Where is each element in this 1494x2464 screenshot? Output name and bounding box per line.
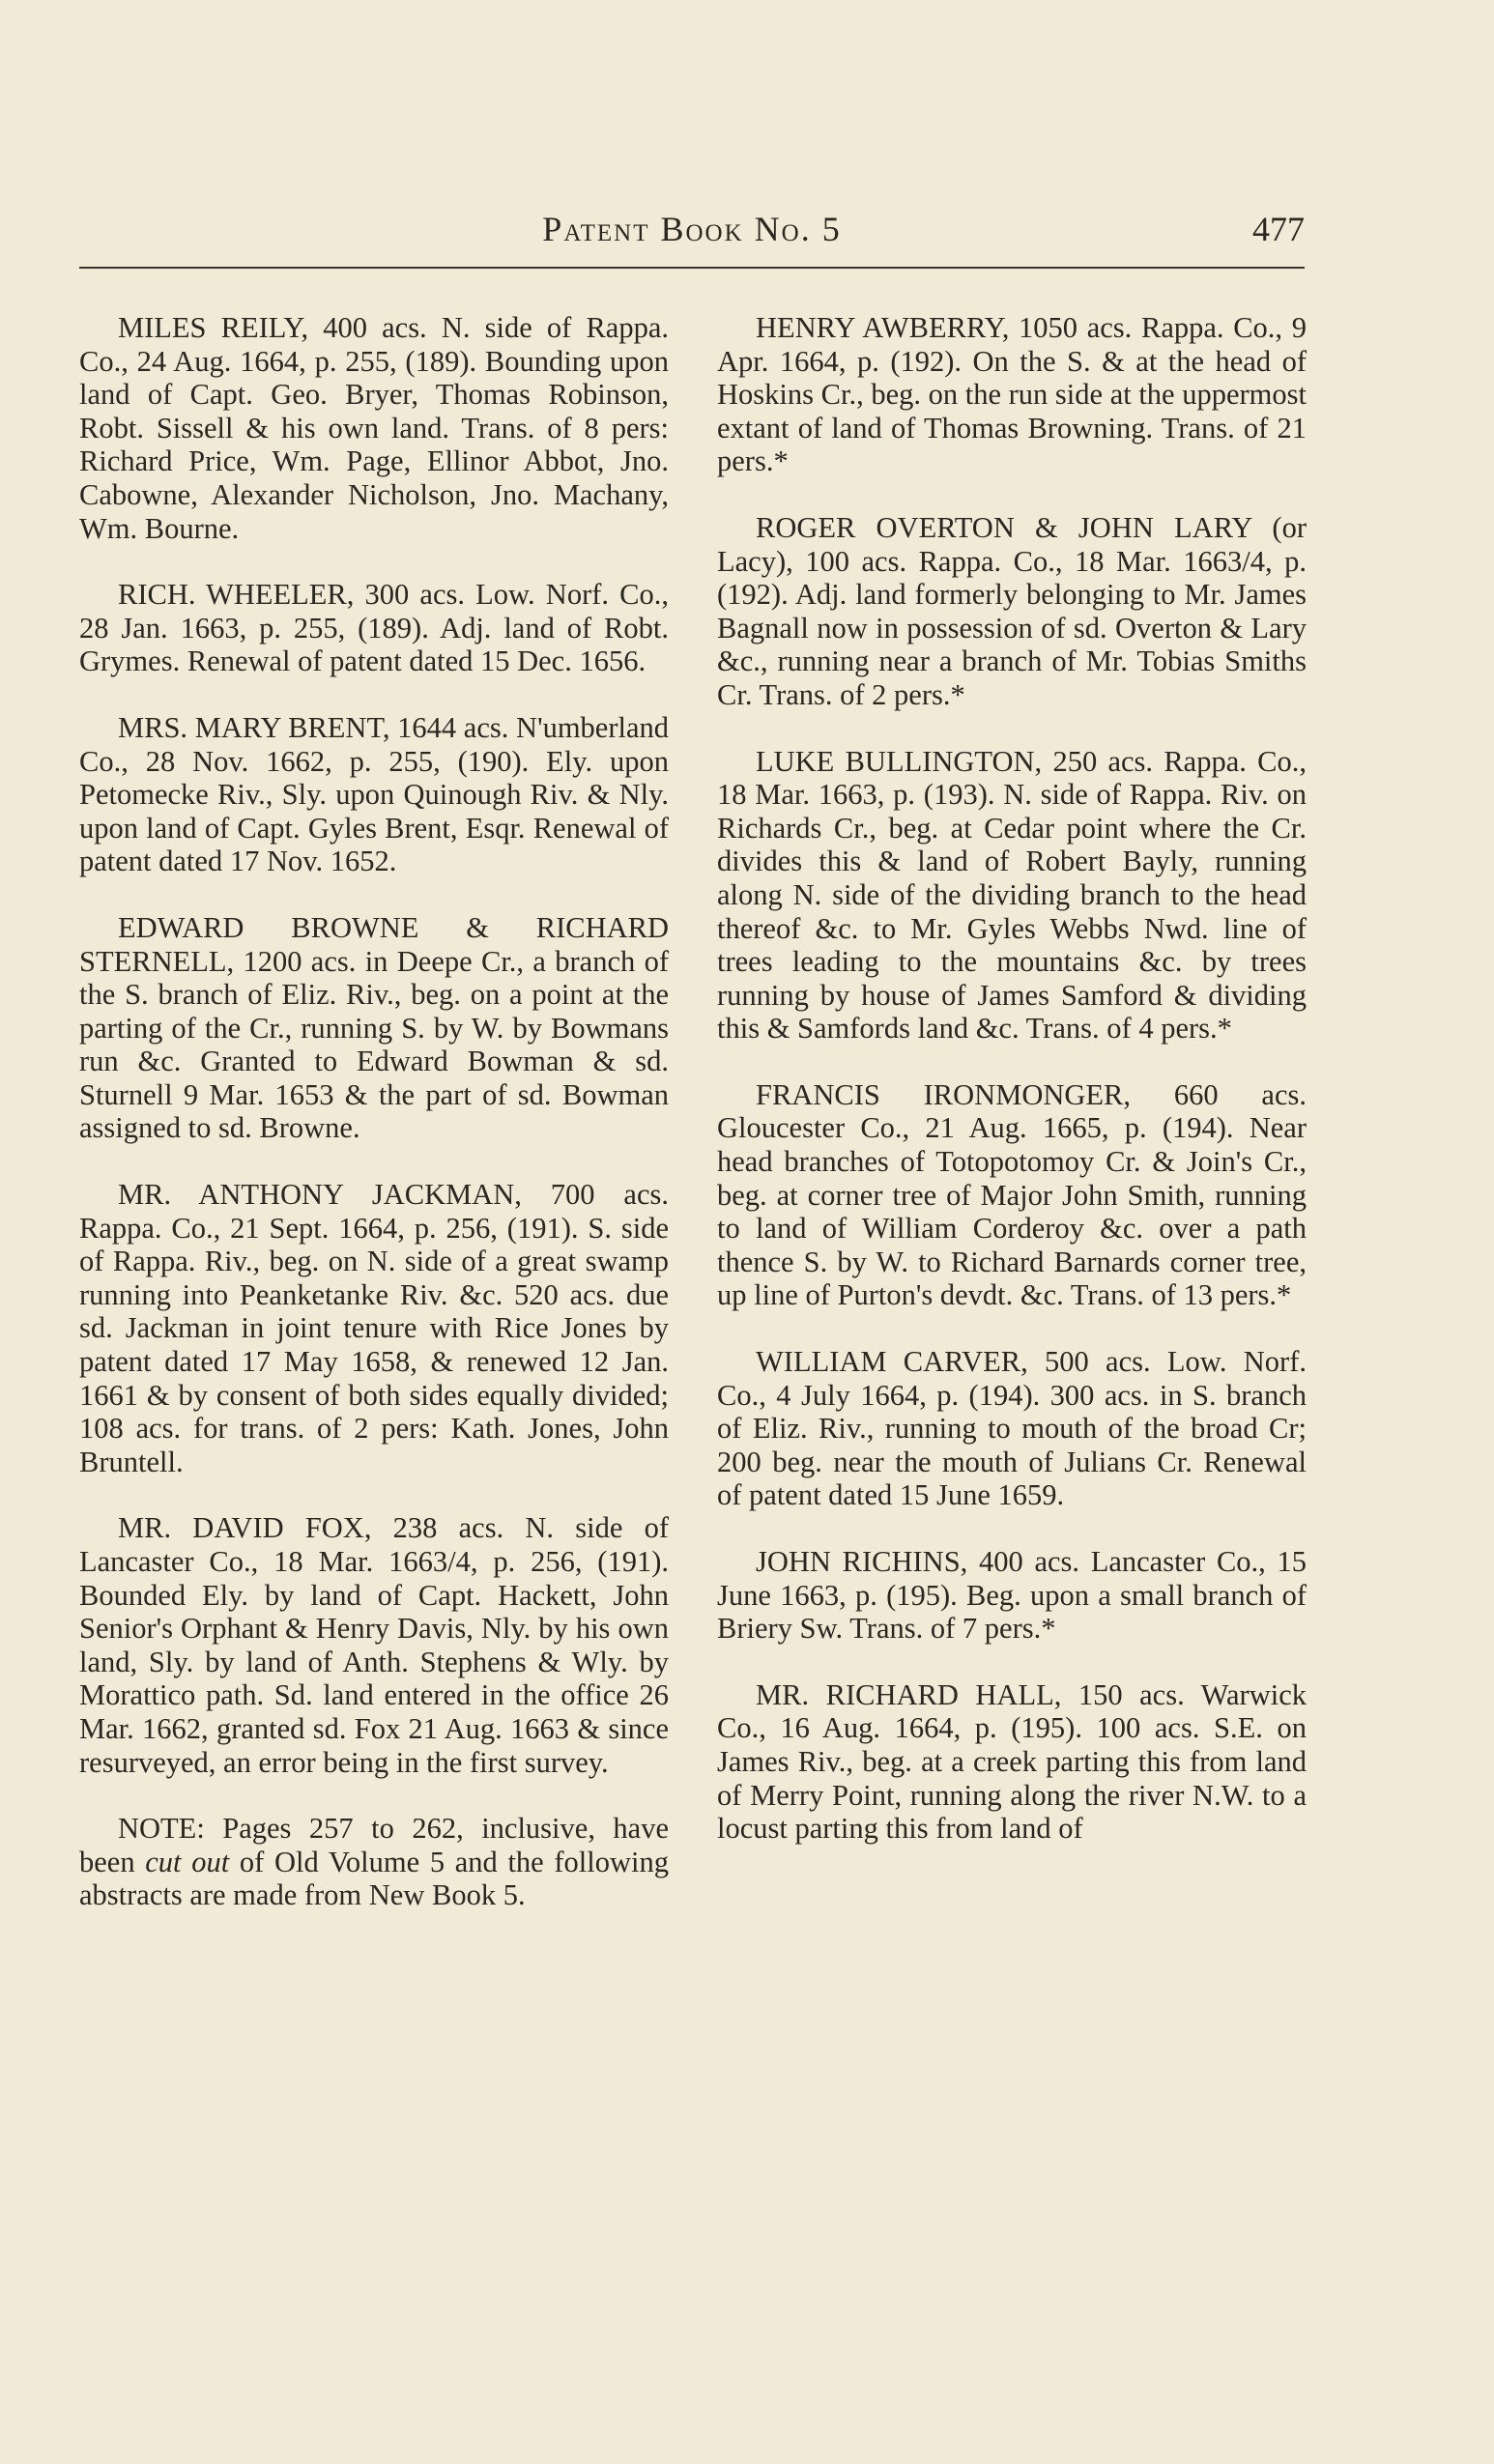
patent-entry-miles-reily: MILES REILY, 400 acs. N. side of Rappa. Co., 24 Aug. 1664, p. 255, (189). Bounding upon land of Capt. Geo. Bryer, Thomas Robinson, Robt. Sissell & his own land. Trans. of 8 pers: Richard Price, Wm. Page, Ellinor Abbot, Jno. Cabowne, Alexander Nicholson, Jno. Machany, Wm. Bourne. — [79, 311, 669, 545]
patent-entry-richard-hall: MR. RICHARD HALL, 150 acs. Warwick Co., 16 Aug. 1664, p. (195). 100 acs. S.E. on James Riv., beg. at a creek parting this from land of Merry Point, running along the river N.W. to a locust parting this from land of — [717, 1677, 1307, 1846]
page-number: 477 — [1252, 210, 1305, 248]
patent-entry-anthony-jackman: MR. ANTHONY JACKMAN, 700 acs. Rappa. Co., 21 Sept. 1664, p. 256, (191). S. side of Rappa. Riv., beg. on N. side of a great swamp running into Peanketanke Riv. &c. 520 acs. due sd. Jackman in joint tenure with Rice Jones by patent dated 17 May 1658, & renewed 12 Jan. 1661 & by consent of both sides equally divided; 108 acs. for trans. of 2 pers: Kath. Jones, John Bruntell. — [79, 1178, 669, 1478]
patent-entry-david-fox: MR. DAVID FOX, 238 acs. N. side of Lancaster Co., 18 Mar. 1663/4, p. 256, (191). Bounded Ely. by land of Capt. Hackett, John Senior's Orphant & Henry Davis, Nly. by his own land, Sly. by land of Anth. Stephens & Wly. by Morattico path. Sd. land entered in the office 26 Mar. 1662, granted sd. Fox 21 Aug. 1663 & since resurveyed, an error being in the first survey. — [79, 1511, 669, 1779]
patent-entry-luke-bullington: LUKE BULLINGTON, 250 acs. Rappa. Co., 18 Mar. 1663, p. (193). N. side of Rappa. Riv. on Richards Cr., beg. at Cedar point where the Cr. divides this & land of Robert Bayly, running along N. side of the dividing branch to the head thereof &c. to Mr. Gyles Webbs Nwd. line of trees leading to the mountains &c. by trees running by house of James Samford & dividing this & Samfords land &c. Trans. of 4 pers.* — [717, 744, 1307, 1046]
header-rule — [79, 267, 1305, 269]
left-column — [79, 311, 669, 1945]
right-column — [717, 311, 1307, 1878]
note-italic-text: cut out — [145, 1845, 230, 1878]
patent-entry-william-carver: WILLIAM CARVER, 500 acs. Low. Norf. Co., 4 July 1664, p. (194). 300 acs. in S. branch of Eliz. Riv., running to mouth of the broad Cr; 200 beg. near the mouth of Julians Cr. Renewal of patent dated 15 June 1659. — [717, 1345, 1307, 1512]
patent-entry-francis-ironmonger: FRANCIS IRONMONGER, 660 acs. Gloucester Co., 21 Aug. 1665, p. (194). Near head branches of Totopotomoy Cr. & Join's Cr., beg. at corner tree of Major John Smith, running to land of William Corderoy &c. over a path thence S. by W. to Richard Barnards corner tree, up line of Purton's devdt. &c. Trans. of 13 pers.* — [717, 1077, 1307, 1312]
patent-entry-rich-wheeler: RICH. WHEELER, 300 acs. Low. Norf. Co., 28 Jan. 1663, p. 255, (189). Adj. land of Robt. Grymes. Renewal of patent dated 15 Dec. 1656. — [79, 578, 669, 678]
patent-entry-henry-awberry: HENRY AWBERRY, 1050 acs. Rappa. Co., 9 Apr. 1664, p. (192). On the S. & at the head of Hoskins Cr., beg. on the run side at the uppermost extant of land of Thomas Browning. Trans. of 21 pers.* — [717, 311, 1307, 478]
patent-entry-edward-browne: EDWARD BROWNE & RICHARD STERNELL, 1200 acs. in Deepe Cr., a branch of the S. branch of Eliz. Riv., beg. on a point at the parting of the Cr., running S. by W. by Bowmans run &c. Granted to Edward Bowman & sd. Sturnell 9 Mar. 1653 & the part of sd. Bowman assigned to sd. Browne. — [79, 910, 669, 1145]
note-text-after: of Old Volume 5 and the following abstracts are made from New Book 5. — [79, 1845, 670, 1912]
note-text-before: NOTE: Pages 257 to 262, inclusive, have been — [79, 1812, 669, 1878]
editorial-note — [79, 1812, 669, 1912]
patent-entry-roger-overton: ROGER OVERTON & JOHN LARY (or Lacy), 100 acs. Rappa. Co., 18 Mar. 1663/4, p. (192). Adj. land formerly belonging to Mr. James Bagnall now in possession of sd. Overton & Lary &c., running near a branch of Mr. Tobias Smiths Cr. Trans. of 2 pers.* — [717, 510, 1307, 711]
page-header — [79, 209, 1305, 257]
patent-entry-mary-brent: MRS. MARY BRENT, 1644 acs. N'umberland Co., 28 Nov. 1662, p. 255, (190). Ely. upon Petomecke Riv., Sly. upon Quinough Riv. & Nly. upon land of Capt. Gyles Brent, Esqr. Renewal of patent dated 17 Nov. 1652. — [79, 710, 669, 878]
patent-entry-john-richins: JOHN RICHINS, 400 acs. Lancaster Co., 15 June 1663, p. (195). Beg. upon a small branch of Briery Sw. Trans. of 7 pers.* — [717, 1545, 1307, 1646]
running-head: Patent Book No. 5 — [542, 210, 842, 248]
